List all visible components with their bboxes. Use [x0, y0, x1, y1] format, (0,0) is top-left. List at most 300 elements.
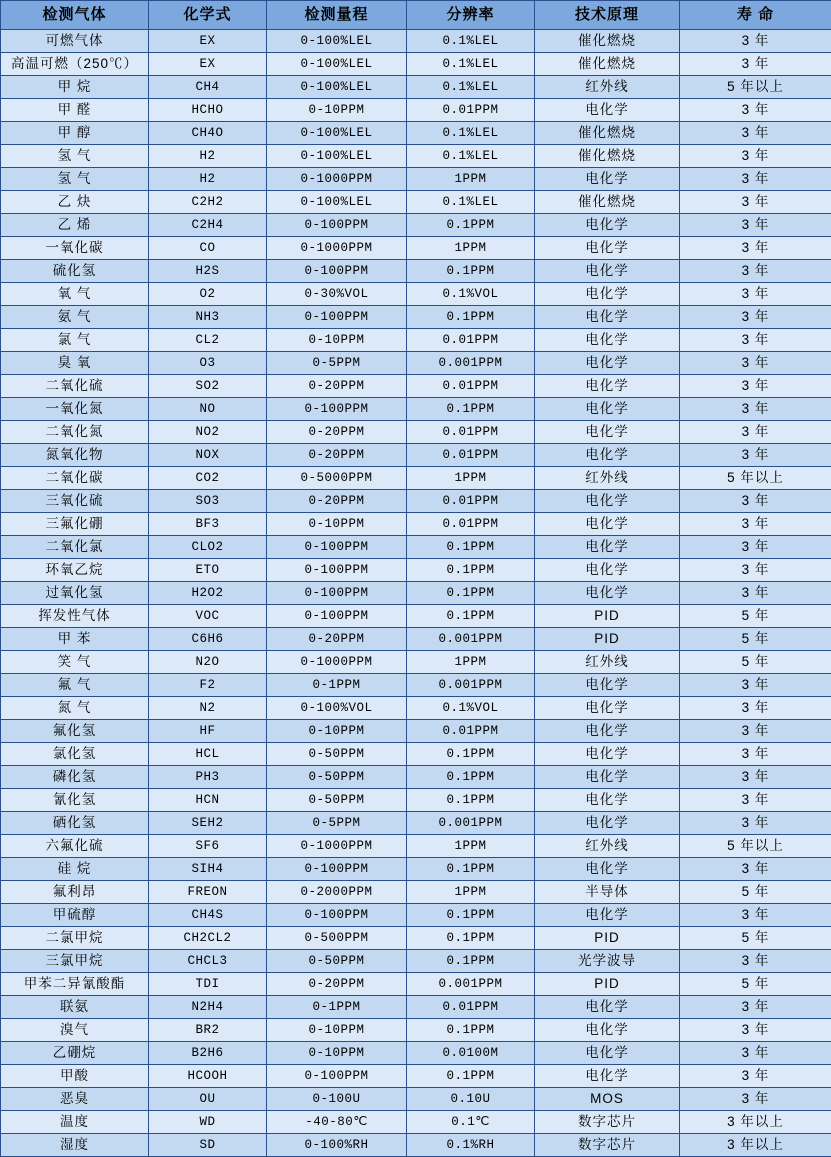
cell-gas: 环氧乙烷	[1, 559, 149, 582]
cell-resolution: 0.1%LEL	[407, 53, 535, 76]
cell-range: 0-100PPM	[267, 559, 407, 582]
cell-principle: 电化学	[535, 237, 680, 260]
cell-range: 0-100%LEL	[267, 53, 407, 76]
cell-lifetime: 5 年	[680, 927, 831, 950]
column-header-formula: 化学式	[149, 1, 267, 30]
cell-range: 0-100PPM	[267, 260, 407, 283]
cell-resolution: 0.1%LEL	[407, 145, 535, 168]
table-row	[1, 835, 831, 858]
column-header-resolution: 分辨率	[407, 1, 535, 30]
table-row	[1, 674, 831, 697]
cell-gas: 甲苯二异氰酸酯	[1, 973, 149, 996]
cell-formula: SIH4	[149, 858, 267, 881]
cell-gas: 笑 气	[1, 651, 149, 674]
table-row	[1, 1134, 831, 1157]
cell-principle: 电化学	[535, 283, 680, 306]
cell-resolution: 0.01PPM	[407, 375, 535, 398]
cell-range: 0-100PPM	[267, 214, 407, 237]
table-row	[1, 53, 831, 76]
table-header-row	[1, 1, 831, 30]
cell-gas: 过氧化氢	[1, 582, 149, 605]
cell-formula: H2	[149, 145, 267, 168]
cell-formula: HCL	[149, 743, 267, 766]
cell-formula: TDI	[149, 973, 267, 996]
cell-principle: 红外线	[535, 467, 680, 490]
cell-resolution: 0.1PPM	[407, 605, 535, 628]
cell-range: 0-100PPM	[267, 536, 407, 559]
cell-resolution: 0.01PPM	[407, 421, 535, 444]
cell-resolution: 0.1%LEL	[407, 122, 535, 145]
cell-range: 0-100%RH	[267, 1134, 407, 1157]
cell-resolution: 0.01PPM	[407, 444, 535, 467]
cell-principle: 红外线	[535, 651, 680, 674]
cell-resolution: 1PPM	[407, 651, 535, 674]
cell-resolution: 0.1PPM	[407, 766, 535, 789]
cell-principle: 电化学	[535, 99, 680, 122]
cell-formula: CO2	[149, 467, 267, 490]
cell-range: 0-50PPM	[267, 950, 407, 973]
cell-range: 0-10PPM	[267, 1042, 407, 1065]
cell-lifetime: 3 年	[680, 191, 831, 214]
cell-range: 0-100PPM	[267, 306, 407, 329]
cell-range: 0-20PPM	[267, 490, 407, 513]
cell-principle: 光学波导	[535, 950, 680, 973]
cell-principle: 电化学	[535, 812, 680, 835]
cell-lifetime: 5 年以上	[680, 835, 831, 858]
cell-resolution: 0.01PPM	[407, 329, 535, 352]
table-row	[1, 858, 831, 881]
cell-formula: CH2CL2	[149, 927, 267, 950]
cell-lifetime: 3 年	[680, 743, 831, 766]
cell-formula: O2	[149, 283, 267, 306]
cell-formula: B2H6	[149, 1042, 267, 1065]
cell-range: 0-100PPM	[267, 605, 407, 628]
table-row	[1, 30, 831, 53]
cell-principle: 电化学	[535, 789, 680, 812]
cell-formula: HCN	[149, 789, 267, 812]
cell-principle: 电化学	[535, 490, 680, 513]
cell-gas: 湿度	[1, 1134, 149, 1157]
cell-formula: CHCL3	[149, 950, 267, 973]
table-row	[1, 168, 831, 191]
cell-gas: 乙 炔	[1, 191, 149, 214]
cell-lifetime: 3 年	[680, 1042, 831, 1065]
cell-range: 0-500PPM	[267, 927, 407, 950]
table-row	[1, 214, 831, 237]
table-row	[1, 99, 831, 122]
cell-lifetime: 3 年	[680, 904, 831, 927]
cell-formula: HF	[149, 720, 267, 743]
cell-lifetime: 3 年	[680, 99, 831, 122]
cell-gas: 氮氧化物	[1, 444, 149, 467]
table-row	[1, 789, 831, 812]
table-row	[1, 76, 831, 99]
cell-resolution: 0.1PPM	[407, 559, 535, 582]
cell-resolution: 0.001PPM	[407, 973, 535, 996]
table-row	[1, 444, 831, 467]
cell-gas: 氟 气	[1, 674, 149, 697]
cell-gas: 高温可燃（250℃）	[1, 53, 149, 76]
cell-gas: 磷化氢	[1, 766, 149, 789]
cell-resolution: 1PPM	[407, 835, 535, 858]
cell-formula: CH4	[149, 76, 267, 99]
cell-formula: SF6	[149, 835, 267, 858]
cell-formula: CH4O	[149, 122, 267, 145]
cell-gas: 硅 烷	[1, 858, 149, 881]
cell-lifetime: 3 年	[680, 1019, 831, 1042]
cell-lifetime: 5 年	[680, 651, 831, 674]
cell-principle: 催化燃烧	[535, 145, 680, 168]
cell-formula: H2	[149, 168, 267, 191]
cell-lifetime: 3 年	[680, 513, 831, 536]
cell-lifetime: 3 年	[680, 674, 831, 697]
cell-range: 0-10PPM	[267, 329, 407, 352]
cell-range: 0-100PPM	[267, 904, 407, 927]
table-row	[1, 536, 831, 559]
cell-gas: 二氯甲烷	[1, 927, 149, 950]
cell-gas: 二氧化碳	[1, 467, 149, 490]
cell-formula: N2O	[149, 651, 267, 674]
cell-formula: C6H6	[149, 628, 267, 651]
cell-formula: WD	[149, 1111, 267, 1134]
cell-resolution: 0.01PPM	[407, 490, 535, 513]
cell-resolution: 1PPM	[407, 168, 535, 191]
cell-principle: 半导体	[535, 881, 680, 904]
cell-range: 0-100%VOL	[267, 697, 407, 720]
column-header-principle: 技术原理	[535, 1, 680, 30]
cell-range: 0-5PPM	[267, 352, 407, 375]
table-row	[1, 467, 831, 490]
cell-gas: 三氯甲烷	[1, 950, 149, 973]
cell-range: 0-50PPM	[267, 766, 407, 789]
cell-lifetime: 3 年	[680, 168, 831, 191]
cell-formula: SO2	[149, 375, 267, 398]
cell-resolution: 0.01PPM	[407, 99, 535, 122]
cell-gas: 乙 烯	[1, 214, 149, 237]
cell-resolution: 0.001PPM	[407, 628, 535, 651]
cell-resolution: 0.1PPM	[407, 1065, 535, 1088]
cell-gas: 可燃气体	[1, 30, 149, 53]
cell-lifetime: 3 年以上	[680, 1111, 831, 1134]
cell-range: 0-50PPM	[267, 789, 407, 812]
cell-resolution: 0.1PPM	[407, 398, 535, 421]
cell-principle: PID	[535, 973, 680, 996]
cell-resolution: 0.001PPM	[407, 812, 535, 835]
table-row	[1, 1065, 831, 1088]
cell-range: 0-100%LEL	[267, 30, 407, 53]
cell-lifetime: 3 年以上	[680, 1134, 831, 1157]
table-row	[1, 996, 831, 1019]
cell-range: 0-100PPM	[267, 858, 407, 881]
cell-principle: 电化学	[535, 214, 680, 237]
cell-resolution: 0.1PPM	[407, 1019, 535, 1042]
cell-gas: 二氧化氯	[1, 536, 149, 559]
cell-lifetime: 3 年	[680, 536, 831, 559]
table-row	[1, 1019, 831, 1042]
column-header-range: 检测量程	[267, 1, 407, 30]
cell-resolution: 0.1%LEL	[407, 30, 535, 53]
cell-gas: 乙硼烷	[1, 1042, 149, 1065]
cell-range: 0-10PPM	[267, 513, 407, 536]
cell-principle: 电化学	[535, 352, 680, 375]
cell-range: 0-100%LEL	[267, 145, 407, 168]
cell-lifetime: 3 年	[680, 421, 831, 444]
cell-lifetime: 3 年	[680, 375, 831, 398]
cell-principle: 电化学	[535, 1019, 680, 1042]
cell-principle: PID	[535, 628, 680, 651]
cell-principle: 催化燃烧	[535, 191, 680, 214]
cell-lifetime: 3 年	[680, 306, 831, 329]
cell-lifetime: 5 年以上	[680, 467, 831, 490]
cell-resolution: 1PPM	[407, 237, 535, 260]
cell-lifetime: 3 年	[680, 329, 831, 352]
cell-formula: F2	[149, 674, 267, 697]
cell-principle: 电化学	[535, 168, 680, 191]
cell-principle: 电化学	[535, 306, 680, 329]
cell-formula: C2H2	[149, 191, 267, 214]
cell-range: 0-20PPM	[267, 421, 407, 444]
cell-principle: 电化学	[535, 536, 680, 559]
cell-principle: 电化学	[535, 996, 680, 1019]
cell-formula: NOX	[149, 444, 267, 467]
cell-gas: 硫化氢	[1, 260, 149, 283]
cell-range: 0-2000PPM	[267, 881, 407, 904]
cell-formula: NO	[149, 398, 267, 421]
cell-formula: C2H4	[149, 214, 267, 237]
cell-range: 0-100PPM	[267, 398, 407, 421]
cell-resolution: 0.1PPM	[407, 582, 535, 605]
cell-principle: 催化燃烧	[535, 30, 680, 53]
cell-principle: 数字芯片	[535, 1111, 680, 1134]
cell-principle: 红外线	[535, 76, 680, 99]
cell-formula: ETO	[149, 559, 267, 582]
cell-gas: 温度	[1, 1111, 149, 1134]
cell-lifetime: 3 年	[680, 283, 831, 306]
cell-gas: 氢 气	[1, 168, 149, 191]
cell-principle: MOS	[535, 1088, 680, 1111]
cell-resolution: 0.1PPM	[407, 858, 535, 881]
cell-gas: 一氧化碳	[1, 237, 149, 260]
cell-gas: 三氟化硼	[1, 513, 149, 536]
cell-lifetime: 5 年	[680, 881, 831, 904]
cell-range: 0-100PPM	[267, 1065, 407, 1088]
cell-gas: 氮 气	[1, 697, 149, 720]
cell-lifetime: 3 年	[680, 789, 831, 812]
cell-formula: BR2	[149, 1019, 267, 1042]
cell-principle: 电化学	[535, 582, 680, 605]
cell-range: 0-30%VOL	[267, 283, 407, 306]
cell-principle: 电化学	[535, 1065, 680, 1088]
table-row	[1, 904, 831, 927]
cell-resolution: 0.1PPM	[407, 927, 535, 950]
cell-gas: 氧 气	[1, 283, 149, 306]
cell-range: 0-10PPM	[267, 99, 407, 122]
cell-formula: CO	[149, 237, 267, 260]
cell-lifetime: 3 年	[680, 720, 831, 743]
cell-formula: N2	[149, 697, 267, 720]
table-row	[1, 559, 831, 582]
cell-principle: 催化燃烧	[535, 122, 680, 145]
cell-lifetime: 5 年	[680, 605, 831, 628]
cell-resolution: 0.1%VOL	[407, 697, 535, 720]
cell-principle: 电化学	[535, 444, 680, 467]
cell-resolution: 0.10U	[407, 1088, 535, 1111]
cell-range: 0-1000PPM	[267, 651, 407, 674]
cell-formula: EX	[149, 30, 267, 53]
cell-gas: 氨 气	[1, 306, 149, 329]
cell-gas: 联氨	[1, 996, 149, 1019]
cell-formula: SEH2	[149, 812, 267, 835]
cell-formula: NO2	[149, 421, 267, 444]
cell-gas: 恶臭	[1, 1088, 149, 1111]
cell-principle: 电化学	[535, 1042, 680, 1065]
cell-formula: NH3	[149, 306, 267, 329]
cell-gas: 氢 气	[1, 145, 149, 168]
cell-principle: PID	[535, 605, 680, 628]
table-row	[1, 306, 831, 329]
table-row	[1, 720, 831, 743]
table-row	[1, 950, 831, 973]
table-row	[1, 881, 831, 904]
cell-lifetime: 3 年	[680, 950, 831, 973]
cell-gas: 甲硫醇	[1, 904, 149, 927]
cell-principle: 电化学	[535, 766, 680, 789]
column-header-gas: 检测气体	[1, 1, 149, 30]
cell-gas: 氟利昂	[1, 881, 149, 904]
cell-gas: 甲 醇	[1, 122, 149, 145]
cell-resolution: 0.001PPM	[407, 352, 535, 375]
cell-lifetime: 3 年	[680, 122, 831, 145]
cell-gas: 二氧化氮	[1, 421, 149, 444]
cell-resolution: 1PPM	[407, 467, 535, 490]
table-row	[1, 628, 831, 651]
cell-resolution: 0.1PPM	[407, 789, 535, 812]
cell-lifetime: 5 年以上	[680, 76, 831, 99]
cell-range: 0-100PPM	[267, 582, 407, 605]
column-header-lifetime: 寿 命	[680, 1, 831, 30]
cell-range: 0-100U	[267, 1088, 407, 1111]
table-row	[1, 260, 831, 283]
cell-resolution: 0.1%LEL	[407, 191, 535, 214]
cell-resolution: 0.1%RH	[407, 1134, 535, 1157]
cell-resolution: 0.1PPM	[407, 536, 535, 559]
table-row	[1, 145, 831, 168]
cell-range: 0-5PPM	[267, 812, 407, 835]
cell-principle: 电化学	[535, 697, 680, 720]
cell-resolution: 0.1℃	[407, 1111, 535, 1134]
cell-lifetime: 3 年	[680, 1088, 831, 1111]
cell-gas: 一氧化氮	[1, 398, 149, 421]
cell-formula: N2H4	[149, 996, 267, 1019]
cell-lifetime: 3 年	[680, 237, 831, 260]
cell-range: 0-100%LEL	[267, 191, 407, 214]
cell-resolution: 0.1PPM	[407, 214, 535, 237]
cell-lifetime: 3 年	[680, 766, 831, 789]
cell-resolution: 0.1PPM	[407, 950, 535, 973]
cell-resolution: 0.1PPM	[407, 260, 535, 283]
cell-gas: 二氧化硫	[1, 375, 149, 398]
cell-lifetime: 3 年	[680, 145, 831, 168]
cell-lifetime: 3 年	[680, 260, 831, 283]
cell-lifetime: 3 年	[680, 812, 831, 835]
cell-principle: 电化学	[535, 375, 680, 398]
table-row	[1, 766, 831, 789]
cell-resolution: 0.1PPM	[407, 743, 535, 766]
cell-principle: 催化燃烧	[535, 53, 680, 76]
table-row	[1, 1088, 831, 1111]
cell-range: 0-20PPM	[267, 375, 407, 398]
cell-principle: 电化学	[535, 858, 680, 881]
cell-range: 0-5000PPM	[267, 467, 407, 490]
cell-resolution: 0.01PPM	[407, 720, 535, 743]
cell-formula: BF3	[149, 513, 267, 536]
cell-formula: PH3	[149, 766, 267, 789]
cell-range: 0-10PPM	[267, 1019, 407, 1042]
cell-gas: 三氧化硫	[1, 490, 149, 513]
cell-resolution: 0.0100M	[407, 1042, 535, 1065]
cell-resolution: 0.1PPM	[407, 904, 535, 927]
cell-formula: HCHO	[149, 99, 267, 122]
cell-principle: 电化学	[535, 329, 680, 352]
cell-range: 0-1PPM	[267, 996, 407, 1019]
cell-lifetime: 3 年	[680, 398, 831, 421]
table-row	[1, 605, 831, 628]
cell-gas: 硒化氢	[1, 812, 149, 835]
cell-formula: HCOOH	[149, 1065, 267, 1088]
cell-gas: 挥发性气体	[1, 605, 149, 628]
table-row	[1, 582, 831, 605]
cell-formula: EX	[149, 53, 267, 76]
cell-gas: 甲 烷	[1, 76, 149, 99]
cell-range: 0-20PPM	[267, 444, 407, 467]
cell-principle: 电化学	[535, 513, 680, 536]
cell-gas: 溴气	[1, 1019, 149, 1042]
cell-principle: 电化学	[535, 260, 680, 283]
cell-gas: 氟化氢	[1, 720, 149, 743]
table-row	[1, 812, 831, 835]
cell-formula: OU	[149, 1088, 267, 1111]
cell-formula: H2O2	[149, 582, 267, 605]
table-body	[1, 30, 831, 1157]
cell-principle: 电化学	[535, 904, 680, 927]
cell-range: 0-100%LEL	[267, 76, 407, 99]
cell-range: 0-20PPM	[267, 628, 407, 651]
cell-lifetime: 5 年	[680, 973, 831, 996]
cell-range: 0-10PPM	[267, 720, 407, 743]
cell-formula: H2S	[149, 260, 267, 283]
table-row	[1, 1042, 831, 1065]
table-row	[1, 421, 831, 444]
cell-range: 0-100%LEL	[267, 122, 407, 145]
cell-principle: 红外线	[535, 835, 680, 858]
cell-formula: CL2	[149, 329, 267, 352]
cell-principle: 电化学	[535, 743, 680, 766]
cell-lifetime: 3 年	[680, 996, 831, 1019]
cell-lifetime: 3 年	[680, 490, 831, 513]
cell-formula: SD	[149, 1134, 267, 1157]
cell-resolution: 0.01PPM	[407, 513, 535, 536]
cell-gas: 氰化氢	[1, 789, 149, 812]
table-row	[1, 1111, 831, 1134]
table-row	[1, 973, 831, 996]
cell-lifetime: 3 年	[680, 30, 831, 53]
cell-lifetime: 3 年	[680, 697, 831, 720]
cell-gas: 氯 气	[1, 329, 149, 352]
cell-range: 0-1000PPM	[267, 237, 407, 260]
table-row	[1, 237, 831, 260]
cell-principle: 电化学	[535, 559, 680, 582]
cell-principle: 电化学	[535, 421, 680, 444]
